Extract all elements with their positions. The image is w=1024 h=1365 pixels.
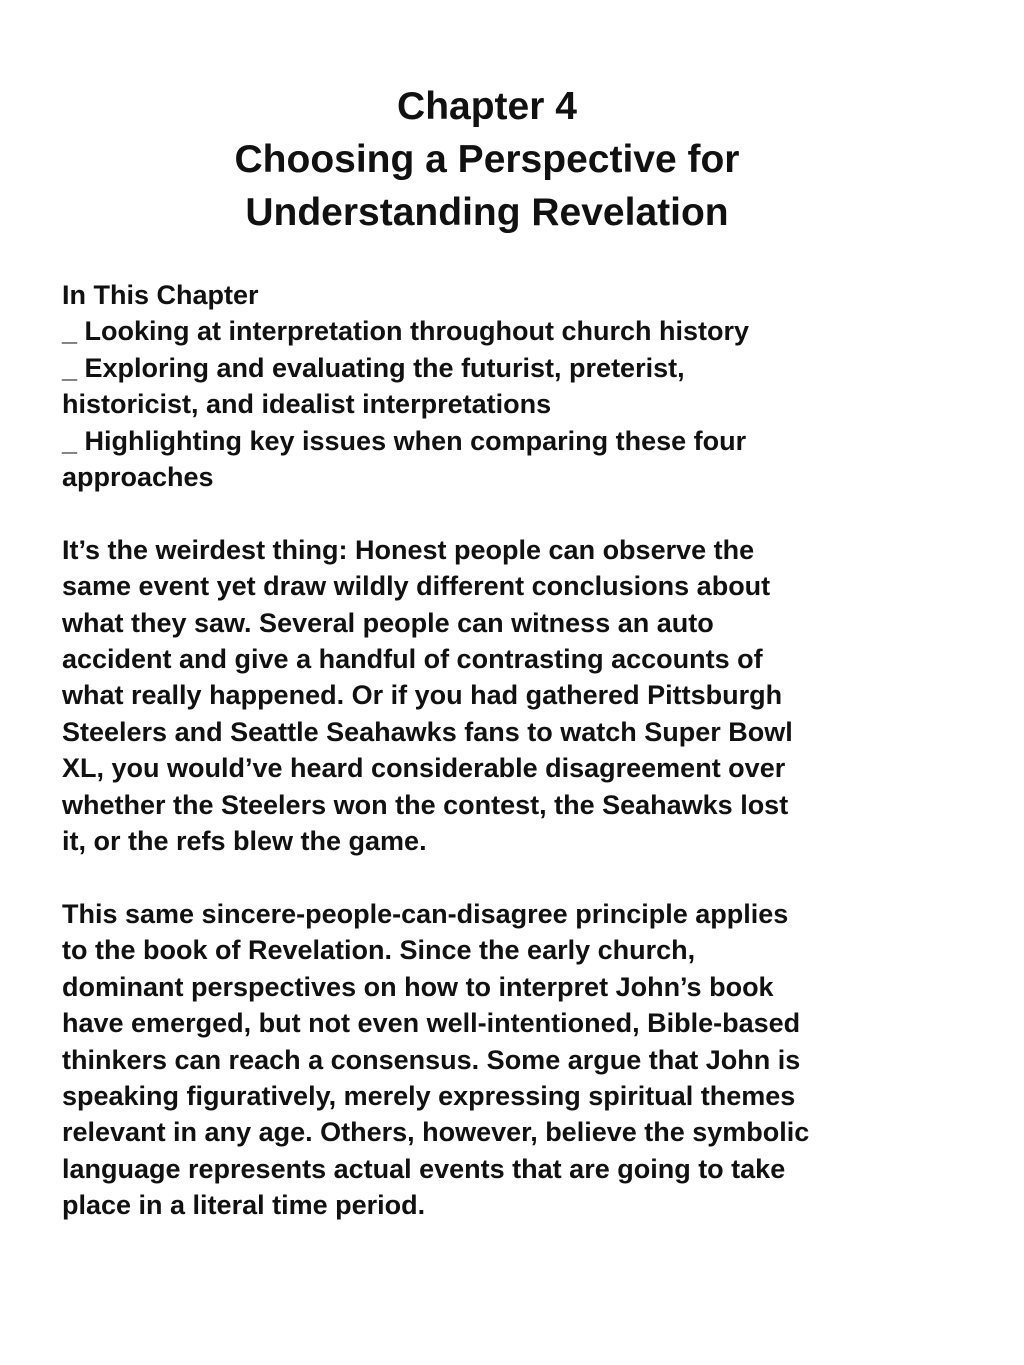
paragraph-line: language represents actual events that are going to take [62, 1153, 786, 1184]
chapter-number: Chapter 4 [397, 85, 577, 128]
paragraph-line: This same sincere-people-can-disagree principle applies [62, 898, 789, 929]
paragraph-spacer [62, 495, 942, 531]
chapter-title-line-2: Understanding Revelation [245, 191, 729, 234]
paragraph-line: thinkers can reach a consensus. Some argue that John is [62, 1044, 801, 1075]
chapter-topic-line: _ Looking at interpretation throughout church history [62, 316, 749, 347]
body-paragraph-2 [62, 896, 942, 1224]
paragraph-line: accident and give a handful of contrasting accounts of [62, 644, 763, 675]
paragraph-line: to the book of Revelation. Since the early church, [62, 935, 696, 966]
paragraph-line: relevant in any age. Others, however, believe the symbolic [62, 1117, 810, 1148]
paragraph-line: XL, you would’ve heard considerable disagreement over [62, 753, 786, 784]
body-paragraph-1 [62, 532, 942, 860]
chapter-topic-line: _ Exploring and evaluating the futurist, preterist, [62, 352, 685, 383]
section-heading: In This Chapter [62, 280, 259, 310]
chapter-body [62, 277, 942, 1224]
paragraph-spacer [62, 859, 942, 895]
paragraph-line: have emerged, but not even well-intentioned, Bible-based [62, 1008, 801, 1039]
paragraph-line: what they saw. Several people can witness an auto [62, 607, 714, 638]
paragraph-line: it, or the refs blew the game. [62, 826, 427, 857]
paragraph-line: Steelers and Seattle Seahawks fans to watch Super Bowl [62, 716, 793, 747]
paragraph-line: whether the Steelers won the contest, the Seahawks lost [62, 789, 789, 820]
paragraph-line: It’s the weirdest thing: Honest people can observe the [62, 534, 755, 565]
chapter-topic-line: historicist, and idealist interpretations [62, 389, 552, 420]
chapter-topic-line: approaches [62, 462, 214, 493]
chapter-title-line-1: Choosing a Perspective for [234, 138, 740, 181]
paragraph-line: place in a literal time period. [62, 1190, 426, 1221]
paragraph-line: same event yet draw wildly different conclusions about [62, 571, 771, 602]
paragraph-line: speaking figuratively, merely expressing spiritual themes [62, 1080, 796, 1111]
in-this-chapter-section [62, 277, 942, 495]
paragraph-line: dominant perspectives on how to interpret John’s book [62, 971, 774, 1002]
chapter-title [0, 80, 974, 239]
paragraph-line: what really happened. Or if you had gathered Pittsburgh [62, 680, 783, 711]
chapter-topic-line: _ Highlighting key issues when comparing these four [62, 425, 747, 456]
